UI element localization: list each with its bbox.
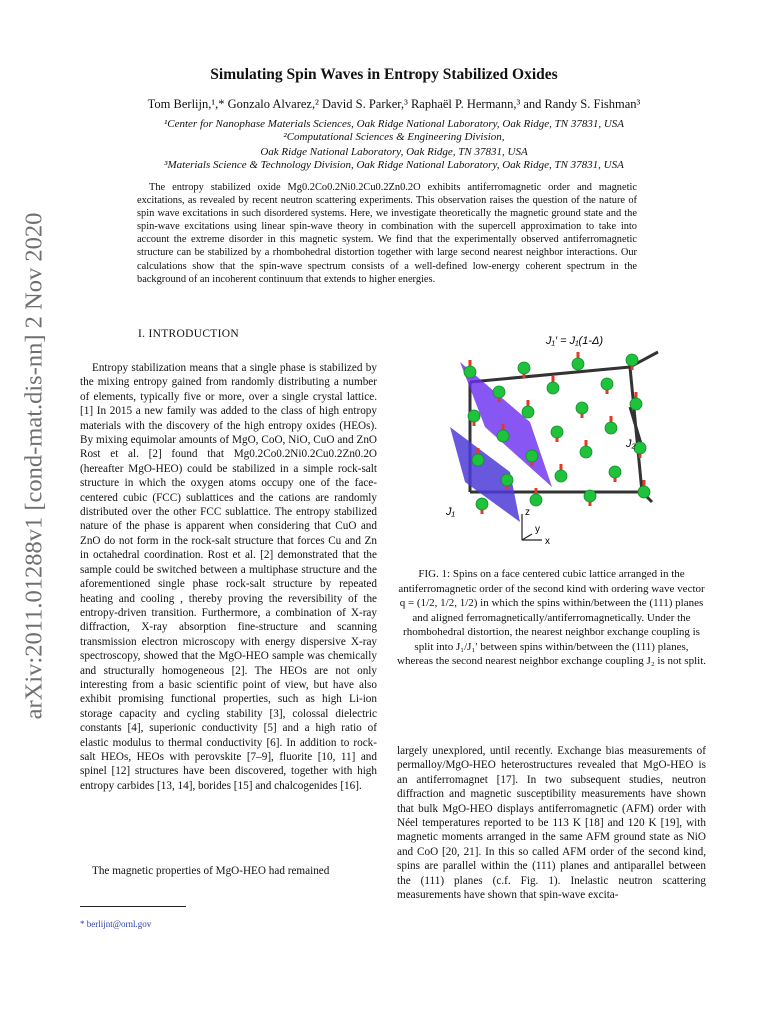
lattice-atom: [634, 442, 646, 454]
arxiv-sidebar: [4, 212, 64, 720]
label-j1: J₁: [446, 506, 455, 518]
lattice-atom: [547, 382, 559, 394]
figure-1-lattice: [430, 322, 670, 552]
lattice-atom: [626, 354, 638, 366]
lattice-atom: [572, 358, 584, 370]
axis-y-label: y: [535, 524, 540, 535]
lattice-atom: [609, 466, 621, 478]
lattice-atom: [630, 398, 642, 410]
author-list: Tom Berlijn,¹,* Gonzalo Alvarez,² David S. Parker,³ Raphaël P. Hermann,³ and Randy S. Fishman³: [147, 97, 641, 111]
label-j1-prime: J₁′ = J₁(1-Δ): [546, 335, 604, 347]
lattice-atom: [464, 366, 476, 378]
lattice-atom: [526, 450, 538, 462]
lattice-atom: [497, 430, 509, 442]
paper-title: Simulating Spin Waves in Entropy Stabilized Oxides: [210, 66, 558, 83]
axis-x-label: x: [545, 536, 550, 547]
lattice-atom: [580, 446, 592, 458]
label-j2: J₂: [626, 438, 636, 450]
lattice-atom: [638, 486, 650, 498]
abstract: The entropy stabilized oxide Mg0.2Co0.2Ni0.2Cu0.2Zn0.2O exhibits antiferromagnetic order and magnetic excitations, as revealed by recent neutron scattering experiments. This observation raises the question of the nature of spin wave excitations in such disordered systems. Here, we investigate theoretically the magnetic ground state and the spin-wave excitations using linear spin-wave theory in combination with the supercell approximation to take into account the extreme disorder in this magnetic system. We find that the experimentally observed antiferromagnetic structure can be stabilized by a rhombohedral distortion together with large second nearest neighbor interactions. Our calculations show that the spin-wave spectrum consists of a well-defined low-energy coherent spectrum in the background of an incoherent continuum that extends to higher energies.: [137, 182, 637, 285]
right-column-paragraph: largely unexplored, until recently. Exchange bias measurements of permalloy/MgO-HEO heterostructures revealed that MgO-HEO is an antiferromagnet [17]. In two subsequent studies, neutron diffraction and magnetic susceptibility measurements have shown that bulk MgO-HEO displays antiferromagnetic (AFM) order with Néel temperatures reported to be 113 K [18] and 120 K [19], with magnetic moments arranged in the same AFM ground state as NiO and CoO [20, 21]. In this so called AFM order of the second kind, spins are parallel within the (111) planes and antiparallel between the (111) planes (c.f. Fig. 1). Inelastic neutron scattering measurements have shown that spin-wave excita-: [397, 745, 706, 902]
affiliation-1: ¹Center for Nanophase Materials Sciences, Oak Ridge National Laboratory, Oak Ridge, TN 37831, USA: [163, 118, 625, 130]
lattice-atom: [605, 422, 617, 434]
figure-1-caption: FIG. 1: Spins on a face centered cubic lattice arranged in the antiferromagnetic order of the second kind with ordering wave vector q = (1/2, 1/2, 1/2) in which the spins within/between the (111) planes and aligned ferromagnetically/antiferromagnetically. Under the rhombohedral distortion, the nearest neighbor exchange coupling is split into J₁/J₁′ between spins within/between the (111) planes, whereas the second nearest neighbor exchange coupling J₂ is not split.: [397, 568, 706, 667]
lattice-atom: [522, 406, 534, 418]
affiliation-3: ³Materials Science & Technology Division, Oak Ridge National Laboratory, Oak Ridge, TN 37831, USA: [164, 159, 624, 171]
affiliation-2: ²Computational Sciences & Engineering Division,: [283, 131, 505, 143]
lattice-atom: [576, 402, 588, 414]
intro-paragraph-1: Entropy stabilization means that a single phase is stabilized by the mixing entropy gained from randomly distributing a number of elements, typically five or more, over a single crystal lattice. [1] In 2015 a new family was added to the class of high entropy materials with the discovery of the high entropy oxides (HEOs). By mixing equimolar amounts of MgO, CoO, NiO, CuO and ZnO Rost et al. [2] found that Mg0.2Co0.2Ni0.2Cu0.2Zn0.2O (hereafter MgO-HEO) could be stabilized in a simple rock-salt structure in which the oxygen atoms occupy one of the face-centered cubic (FCC) sublattices and the cations are randomly distributed over the other FCC sublattice. The entropy stabilized nature of the phase is apparent when considering that CuO and ZnO do not form in the rock-salt structure that forces Cu and Zn in octahedral coordination. Rost et al. [2] demonstrated that the sample could be switched between a multiphase structure and the aforementioned single phase rock-salt structure by repeated heating and cooling , thereby proving the reversibility of the entropy-driven transition. Furthermore, a combination of X-ray diffraction, X-ray absorption fine-structure and scanning transmission electron microscopy with energy dispersive X-ray spectroscopy, showed that the MgO-HEO sample was chemically and structurally homogeneous [2]. The HEOs are not only interesting from a basic scientific point of view, but have also exhibit promising functional properties, such as high Li-ion storage capacity and cycling stability [3], colossal dielectric constants [4], superionic conductivity [5] and a high ratio of elastic modulus to thermal conductivity [6]. In addition to rock-salt HEOs, HEOs with perovskite [7–9], fluorite [10, 11] and spinel [12] structures have been discovered, together with high entropy carbides [13, 14], borides [15] and chalcogenides [16].: [80, 362, 377, 792]
footnote-email-link[interactable]: * berlijnt@ornl.gov: [80, 919, 152, 929]
lattice-atom: [468, 410, 480, 422]
affiliation-2-continued: Oak Ridge National Laboratory, Oak Ridge, TN 37831, USA: [260, 146, 528, 158]
lattice-atom: [551, 426, 563, 438]
intro-paragraph-2: The magnetic properties of MgO-HEO had remained: [92, 865, 330, 877]
lattice-atom: [501, 474, 513, 486]
lattice-atom: [584, 490, 596, 502]
footnote-rule: [80, 906, 186, 907]
lattice-atom: [493, 386, 505, 398]
section-heading-introduction: I. INTRODUCTION: [138, 328, 239, 340]
lattice-atom: [530, 494, 542, 506]
axis-z-label: z: [525, 507, 530, 518]
lattice-atom: [518, 362, 530, 374]
lattice-atom: [601, 378, 613, 390]
lattice-atom: [476, 498, 488, 510]
arxiv-identifier: arXiv:2011.01288v1 [cond-mat.dis-nn] 2 Nov 2020: [20, 212, 47, 720]
lattice-atom: [555, 470, 567, 482]
lattice-atom: [472, 454, 484, 466]
